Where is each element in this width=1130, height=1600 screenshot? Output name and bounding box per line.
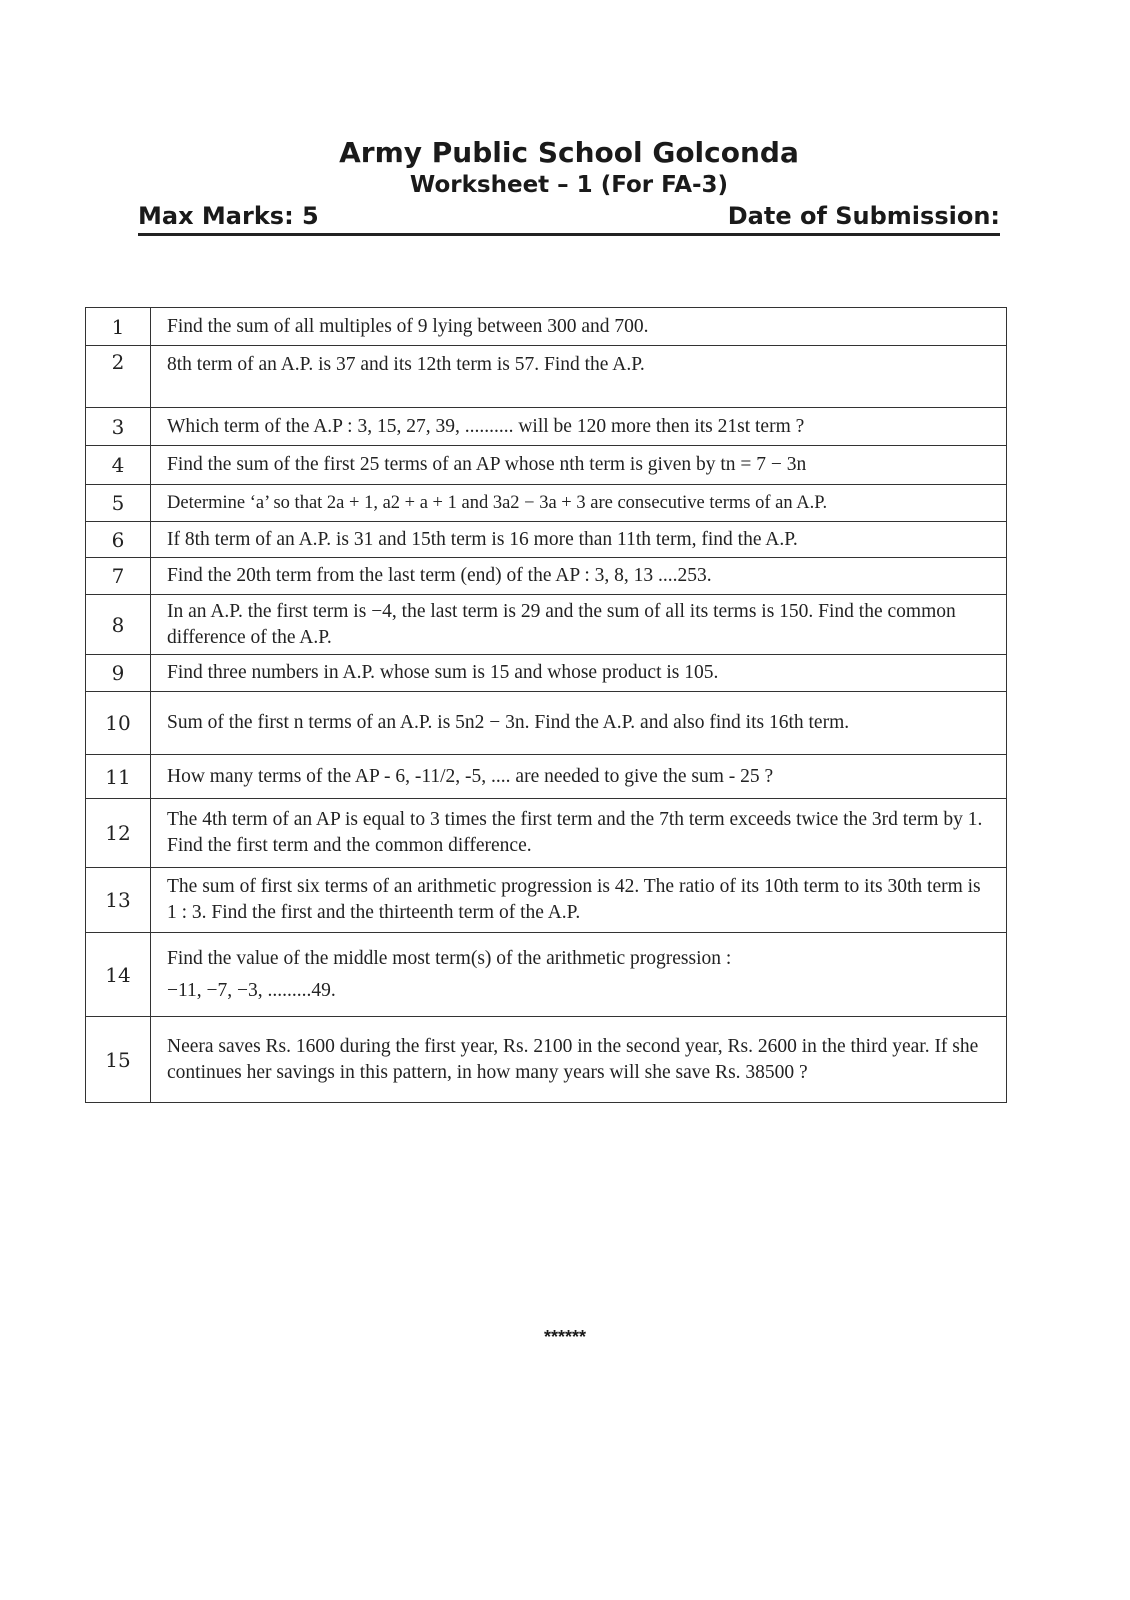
question-number: 12 bbox=[86, 799, 151, 868]
worksheet-title: Worksheet – 1 (For FA-3) bbox=[409, 172, 729, 198]
question-text: How many terms of the AP - 6, -11/2, -5, .... are needed to give the sum - 25 ? bbox=[151, 755, 1007, 799]
question-text: If 8th term of an A.P. is 31 and 15th term is 16 more than 11th term, find the A.P. bbox=[151, 522, 1007, 558]
question-number: 2 bbox=[86, 346, 151, 408]
question-text: Find the sum of all multiples of 9 lying between 300 and 700. bbox=[151, 308, 1007, 346]
table-row bbox=[86, 933, 1007, 1017]
max-marks: Max Marks: 5 bbox=[138, 202, 319, 230]
question-number: 13 bbox=[86, 868, 151, 933]
meta-row bbox=[138, 200, 1000, 236]
progression-terms: −11, −7, −3, .........49. bbox=[167, 979, 336, 1001]
question-number: 11 bbox=[86, 755, 151, 799]
question-number: 1 bbox=[86, 308, 151, 346]
question-text: Find three numbers in A.P. whose sum is 15 and whose product is 105. bbox=[151, 655, 1007, 692]
question-number: 14 bbox=[86, 933, 151, 1017]
end-stars: ****** bbox=[543, 1327, 587, 1347]
question-number: 3 bbox=[86, 408, 151, 446]
question-number: 8 bbox=[86, 595, 151, 655]
question-text: Determine ‘a’ so that 2a + 1, a2 + a + 1 and 3a2 − 3a + 3 are consecutive terms of an A.P. bbox=[151, 485, 1007, 522]
date-of-submission: Date of Submission: bbox=[727, 202, 1000, 230]
question-text: Neera saves Rs. 1600 during the first year, Rs. 2100 in the second year, Rs. 2600 in the third year. If she continues her savings in this pattern, in how many years will she save Rs. 38500 ? bbox=[151, 1017, 1007, 1103]
table-row bbox=[86, 522, 1007, 558]
question-number: 6 bbox=[86, 522, 151, 558]
table-row bbox=[86, 1017, 1007, 1103]
question-text: Find the sum of the first 25 terms of an AP whose nth term is given by tn = 7 − 3n bbox=[151, 446, 1007, 485]
question-number: 15 bbox=[86, 1017, 151, 1103]
table-row bbox=[86, 558, 1007, 595]
table-row bbox=[86, 308, 1007, 346]
table-row bbox=[86, 346, 1007, 408]
question-number: 4 bbox=[86, 446, 151, 485]
question-number: 10 bbox=[86, 692, 151, 755]
table-row bbox=[86, 595, 1007, 655]
questions-table bbox=[85, 307, 1007, 1103]
question-text: The sum of first six terms of an arithmetic progression is 42. The ratio of its 10th term to its 30th term is 1 : 3. Find the first and the thirteenth term of the A.P. bbox=[151, 868, 1007, 933]
table-row bbox=[86, 446, 1007, 485]
worksheet-header bbox=[138, 136, 1000, 236]
school-name: Army Public School Golconda bbox=[339, 136, 799, 169]
question-number: 9 bbox=[86, 655, 151, 692]
question-text: The 4th term of an AP is equal to 3 times the first term and the 7th term exceeds twice the 3rd term by 1. Find the first term and the common difference. bbox=[151, 799, 1007, 868]
question-text: Find the 20th term from the last term (end) of the AP : 3, 8, 13 ....253. bbox=[151, 558, 1007, 595]
question-text: Sum of the first n terms of an A.P. is 5n2 − 3n. Find the A.P. and also find its 16th term. bbox=[151, 692, 1007, 755]
question-text-line: Find the value of the middle most term(s) of the arithmetic progression : bbox=[167, 947, 732, 969]
table-row bbox=[86, 692, 1007, 755]
question-text bbox=[151, 933, 1007, 1017]
table-row bbox=[86, 408, 1007, 446]
question-text: In an A.P. the first term is −4, the last term is 29 and the sum of all its terms is 150. Find the common difference of the A.P. bbox=[151, 595, 1007, 655]
table-row bbox=[86, 655, 1007, 692]
table-row bbox=[86, 485, 1007, 522]
table-row bbox=[86, 868, 1007, 933]
table-row bbox=[86, 755, 1007, 799]
question-number: 7 bbox=[86, 558, 151, 595]
table-row bbox=[86, 799, 1007, 868]
question-text: Which term of the A.P : 3, 15, 27, 39, .......... will be 120 more then its 21st term ? bbox=[151, 408, 1007, 446]
question-text: 8th term of an A.P. is 37 and its 12th term is 57. Find the A.P. bbox=[151, 346, 1007, 408]
question-number: 5 bbox=[86, 485, 151, 522]
